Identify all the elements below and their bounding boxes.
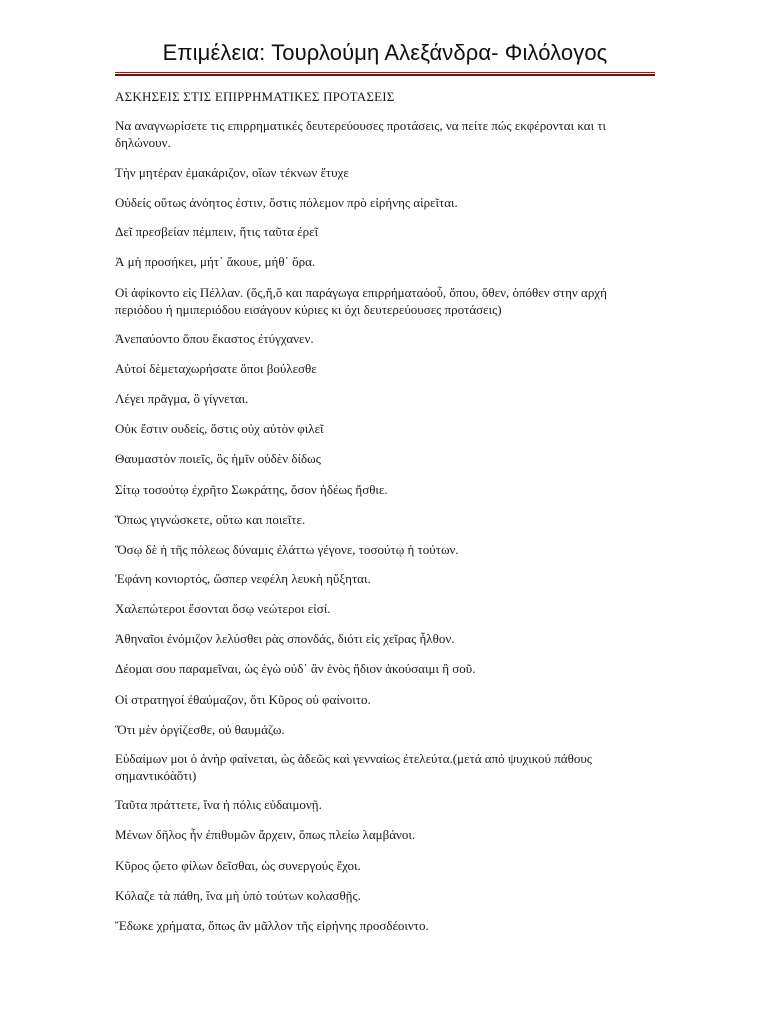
- sentence-item: Δεῖ πρεσβείαν πέμπειν, ἥτις ταῦτα ἐρεῖ: [115, 224, 319, 239]
- sentence-item: Ἀνεπαύοντο ὅπου ἕκαστος ἐτύγχανεν.: [115, 331, 314, 346]
- sentence-item: Αὐτοί δὲμεταχωρήσατε ὅποι βούλεσθε: [115, 361, 317, 376]
- sentence-item: Κόλαζε τὰ πάθη, ἵνα μὴ ὑπὸ τούτων κολασθῇς.: [115, 888, 361, 903]
- sentence-item: Ὅσῳ δὲ ἡ τῆς πόλεως δύναμις ἐλάττω γέγονε, τοσούτῳ ἡ τούτων.: [115, 542, 459, 557]
- sentence-item: Μένων δῆλος ἦν ἐπιθυμῶν ἄρχειν, ὅπως πλείω λαμβάνοι.: [115, 827, 416, 842]
- sentence-item: Οὐκ ἔστιν ουδείς, ὅστις οὐχ αὐτὸν φιλεῖ: [115, 421, 324, 436]
- sentence-item: Ἀθηναῖοι ἐνόμιζον λελύσθει ρὰς σπονδάς, διότι εἰς χεῖρας ἦλθον.: [115, 631, 455, 646]
- sentence-item: Κῦρος ᾤετο φίλων δεῖσθαι, ὡς συνεργούς ἔχοι.: [115, 858, 361, 873]
- page-header: [115, 38, 655, 68]
- sentence-item: Λέγει πρᾶγμα, ὃ γίγνεται.: [115, 391, 249, 406]
- sentence-item: Οἱ ἀφίκοντο εἰς Πέλλαν. (ὅς,ἥ,ὅ και παράγωγα επιρρήματαὁοὗ, ὅπου, ὅθεν, ὁπόθεν στην αρχή περιόδου ή ημιπεριόδου εισάγουν κύριες κι όχι δευτερεύουσες προτάσεις): [115, 285, 607, 317]
- sentence-item: Σίτῳ τοσούτῳ ἐχρῆτο Σωκράτης, ὅσον ἡδέως ἤσθιε.: [115, 482, 388, 497]
- sentence-item: Ὅτι μὲν ὀργίζεσθε, οὐ θαυμάζω.: [115, 722, 285, 737]
- sentence-item: Ἀ μὴ προσήκει, μήτ᾽ ἄκουε, μήθ᾽ ὅρα.: [115, 254, 316, 269]
- sentence-item: Χαλεπώτεροι ἔσονται ὅσῳ νεώτεροι εἰσί.: [115, 601, 331, 616]
- sentence-item: Οὐδείς οὕτως ἀνόητος ἐστιν, ὅστις πόλεμον πρὸ εἰρήνης αἱρεῖται.: [115, 195, 458, 210]
- header-title: Επιμέλεια: Τουρλούμη Αλεξάνδρα- Φιλόλογος: [162, 40, 608, 65]
- sentence-item: Ταῦτα πράττετε, ἵνα ἡ πόλις εὐδαιμονῇ.: [115, 797, 322, 812]
- exercise-heading: ΑΣΚΗΣΕΙΣ ΣΤΙΣ ΕΠΙΡΡΗΜΑΤΙΚΕΣ ΠΡΟΤΑΣΕΙΣ: [115, 89, 395, 104]
- header-divider: [115, 72, 655, 76]
- sentence-item: Εὐδαίμων μοι ὁ ἀνὴρ φαίνεται, ὡς ἀδεῶς καὶ γενναίως ἐτελεύτα.(μετά από ψυχικού πάθους σημαντικόὰὅτι): [115, 751, 592, 783]
- exercise-instructions: Να αναγνωρίσετε τις επιρρηματικές δευτερεύουσες προτάσεις, να πείτε πώς εκφέρονται και τι δηλώνουν.: [115, 118, 607, 150]
- sentence-item: Δέομαι σου παραμεῖναι, ὡς ἐγὼ οὐδ᾽ ἂν ἑνὸς ἥδιον ἀκούσαιμι ἢ σοῦ.: [115, 661, 476, 676]
- sentence-item: Ὅπως γιγνώσκετε, οὕτω και ποιεῖτε.: [115, 512, 306, 527]
- sentence-item: Οἱ στρατηγοί ἐθαύμαζον, ὅτι Κῦρος οὐ φαίνοιτο.: [115, 692, 371, 707]
- sentence-item: Τὴν μητέραν ἐμακάριζον, οἵων τέκνων ἔτυχε: [115, 165, 349, 180]
- sentence-item: Ἔδωκε χρήματα, ὅπως ἂν μᾶλλον τῆς εἰρήνης προσδέοιντο.: [115, 918, 429, 933]
- sentence-item: Θαυμαστὸν ποιεῖς, ὃς ἡμῖν οὐδὲν δίδως: [115, 451, 321, 466]
- sentence-item: Ἐφάνη κονιορτός, ὥσπερ νεφέλη λευκὴ ηὔξηται.: [115, 571, 371, 586]
